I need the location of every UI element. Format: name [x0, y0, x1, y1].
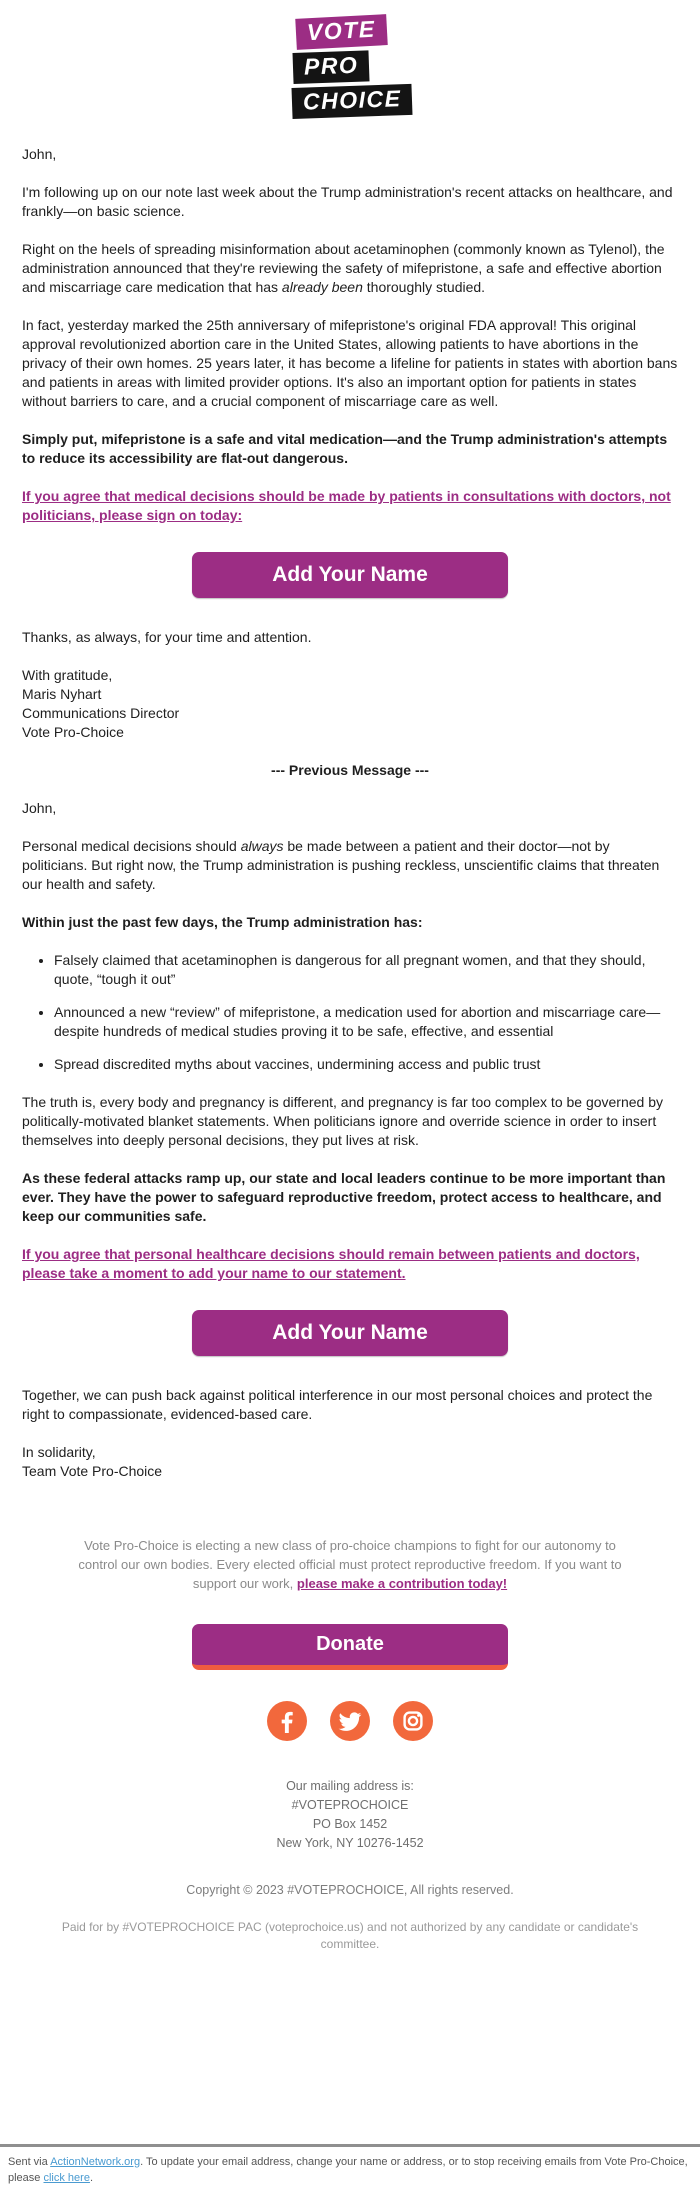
- contribution-link[interactable]: please make a contribution today!: [296, 1576, 508, 1591]
- list-item: • Announced a new “review” of mifepristone, a medication used for abortion and miscarriage care—despite hundreds of medical studies proving it to be safe, effective, and essential: [54, 1003, 678, 1041]
- past-few-days-heading: Within just the past few days, the Trump administration has:: [22, 914, 423, 930]
- add-name-statement-link[interactable]: If you agree that personal healthcare decisions should remain between patients and doctors, please take a moment to add your name to our statement.: [22, 1246, 640, 1281]
- personal-decisions-paragraph: Personal medical decisions should always be made between a patient and their doctor—not by politicians. But right now, the Trump administration is pushing reckless, unscientific claims that threaten our health and safety.: [22, 838, 660, 892]
- sign-on-link[interactable]: If you agree that medical decisions should be made by patients in consultations with doctors, not politicians, please sign on today:: [22, 488, 671, 523]
- email-footer: [0, 1536, 700, 1953]
- previous-message-divider: --- Previous Message ---: [271, 762, 429, 778]
- list-item: • Falsely claimed that acetaminophen is dangerous for all pregnant women, and that they should, quote, “tough it out”: [54, 951, 678, 989]
- action-network-link[interactable]: ActionNetwork.org: [50, 2156, 141, 2168]
- social-icons-row: [0, 1701, 700, 1741]
- signature-line: With gratitude,: [22, 667, 113, 683]
- list-item: • Spread discredited myths about vaccines, undermining access and public trust: [54, 1055, 678, 1074]
- mailing-address: [0, 1777, 700, 1853]
- address-line: PO Box 1452: [312, 1817, 388, 1831]
- instagram-icon[interactable]: [393, 1701, 433, 1741]
- federal-attacks-bold-statement: As these federal attacks ramp up, our state and local leaders continue to be more important than ever. They have the power to safeguard reproductive freedom, protect access to healthcare, and keep our communities safe.: [22, 1170, 666, 1224]
- add-your-name-button[interactable]: Add Your Name: [192, 1310, 508, 1356]
- together-paragraph: Together, we can push back against political interference in our most personal choices and protect the right to compassionate, evidenced-based care.: [22, 1387, 653, 1422]
- copyright-notice: Copyright © 2023 #VOTEPROCHOICE, All rights reserved.: [186, 1883, 514, 1897]
- acetaminophen-paragraph: Right on the heels of spreading misinformation about acetaminophen (commonly known as Tylenol), the administration announced that they're reviewing the safety of mifepristone, a safe and effective abortion and miscarriage care medication that has already been thoroughly studied.: [22, 241, 665, 295]
- vote-pro-choice-logo: [0, 0, 700, 117]
- email-content: [0, 117, 700, 1500]
- twitter-icon[interactable]: [330, 1701, 370, 1741]
- intro-paragraph: I'm following up on our note last week about the Trump administration's recent attacks on healthcare, and frankly—on basic science.: [22, 184, 673, 219]
- thanks-paragraph: Thanks, as always, for your time and attention.: [22, 629, 312, 645]
- add-your-name-button[interactable]: Add Your Name: [192, 552, 508, 598]
- administration-actions-list: [22, 951, 678, 1074]
- address-line: Our mailing address is:: [286, 1779, 414, 1793]
- address-line: New York, NY 10276-1452: [276, 1836, 424, 1850]
- logo-vote-block: VOTE: [295, 14, 387, 50]
- truth-paragraph: The truth is, every body and pregnancy is different, and pregnancy is far too complex to be governed by politically-motivated blanket statements. When politicians ignore and override science in order to insert themselves into deeply personal decisions, they put lives at risk.: [22, 1094, 664, 1148]
- sign-on-link-paragraph: [22, 487, 678, 525]
- signature-line: Team Vote Pro-Choice: [22, 1463, 163, 1479]
- footer-blurb: Vote Pro-Choice is electing a new class of pro-choice champions to fight for our autonomy to control our own bodies. Every elected official must protect reproductive freedom. If you want to support our work, please make a contribution today!: [78, 1538, 622, 1591]
- mifepristone-bold-statement: Simply put, mifepristone is a safe and vital medication—and the Trump administration's attempts to reduce its accessibility are flat-out dangerous.: [22, 431, 668, 466]
- fda-anniversary-paragraph: In fact, yesterday marked the 25th anniversary of mifepristone's original FDA approval! This original approval revolutionized abortion care in the United States, allowing patients to have abortions in the privacy of their own homes. 25 years later, it has become a lifeline for patients in states with abortion bans and patients in areas with limited provider options. It's also an important option for patients in states without barriers to care, and a crucial component of miscarriage care as well.: [22, 317, 678, 409]
- greeting: John,: [22, 800, 57, 816]
- address-line: #VOTEPROCHOICE: [291, 1798, 409, 1812]
- action-network-footer: Sent via ActionNetwork.org. To update your email address, change your name or address, or to stop receiving emails from Vote Pro-Choice, please click here.: [0, 2144, 700, 2210]
- greeting: John,: [22, 146, 57, 162]
- paid-for-disclaimer: Paid for by #VOTEPROCHOICE PAC (voteprochoice.us) and not authorized by any candidate or candidate's committee.: [61, 1920, 639, 1951]
- signature-line: Maris Nyhart: [22, 686, 102, 702]
- signature-line: Communications Director: [22, 705, 180, 721]
- statement-link-paragraph: [22, 1245, 678, 1283]
- logo-pro-block: PRO: [292, 50, 369, 84]
- logo-choice-block: CHOICE: [291, 84, 412, 119]
- signature-line: Vote Pro-Choice: [22, 724, 124, 740]
- signature-line: In solidarity,: [22, 1444, 96, 1460]
- donate-button[interactable]: Donate: [192, 1624, 508, 1670]
- unsubscribe-link[interactable]: click here: [43, 2172, 90, 2184]
- facebook-icon[interactable]: [267, 1701, 307, 1741]
